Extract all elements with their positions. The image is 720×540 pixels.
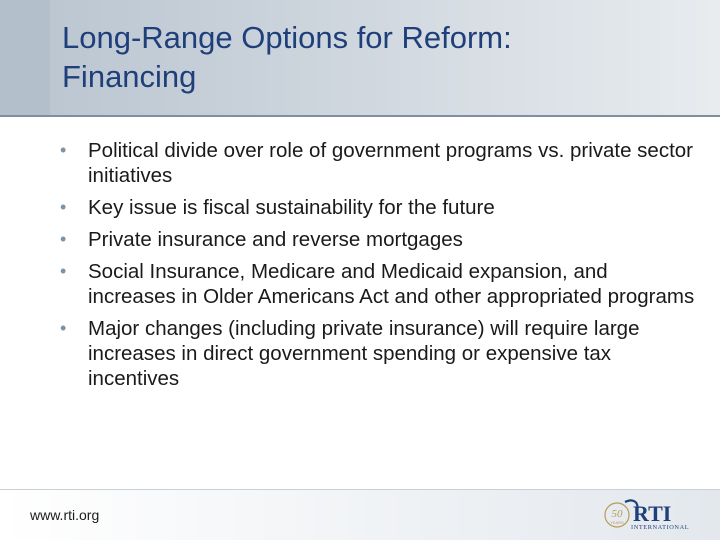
bullet-text: Political divide over role of government programs vs. private sector initiatives [88, 139, 694, 187]
footer-url[interactable]: www.rti.org [30, 507, 100, 523]
bullet-icon: • [60, 140, 67, 160]
rti-logo-icon [603, 496, 711, 532]
bullet-icon: • [60, 197, 67, 217]
logo-years-label: YEARS [610, 520, 624, 525]
bullet-text: Key issue is fiscal sustainability for the future [88, 196, 495, 219]
bullet-icon: • [60, 261, 67, 281]
logo-years-number: 50 [611, 508, 623, 520]
bullet-text: Major changes (including private insurance) will require large increases in direct government spending or expensive tax incentives [88, 317, 640, 390]
bullet-item [60, 227, 700, 252]
slide-title [62, 18, 702, 96]
slide-title-line-2: Financing [62, 59, 197, 94]
bullet-item [60, 195, 700, 220]
title-divider [0, 115, 720, 117]
bullet-item [60, 316, 700, 391]
bullet-list [60, 138, 700, 398]
bullet-text: Private insurance and reverse mortgages [88, 228, 463, 251]
bullet-icon: • [60, 318, 67, 338]
bullet-item [60, 259, 700, 309]
bullet-icon: • [60, 229, 67, 249]
title-accent-strip [0, 0, 50, 115]
bullet-item [60, 138, 700, 188]
bullet-text: Social Insurance, Medicare and Medicaid expansion, and increases in Older Americans Act and other appropriated programs [88, 260, 695, 308]
logo-subtitle: INTERNATIONAL [631, 524, 690, 531]
slide-title-line-1: Long-Range Options for Reform: [62, 20, 512, 55]
logo-brand: RTI [633, 501, 672, 526]
